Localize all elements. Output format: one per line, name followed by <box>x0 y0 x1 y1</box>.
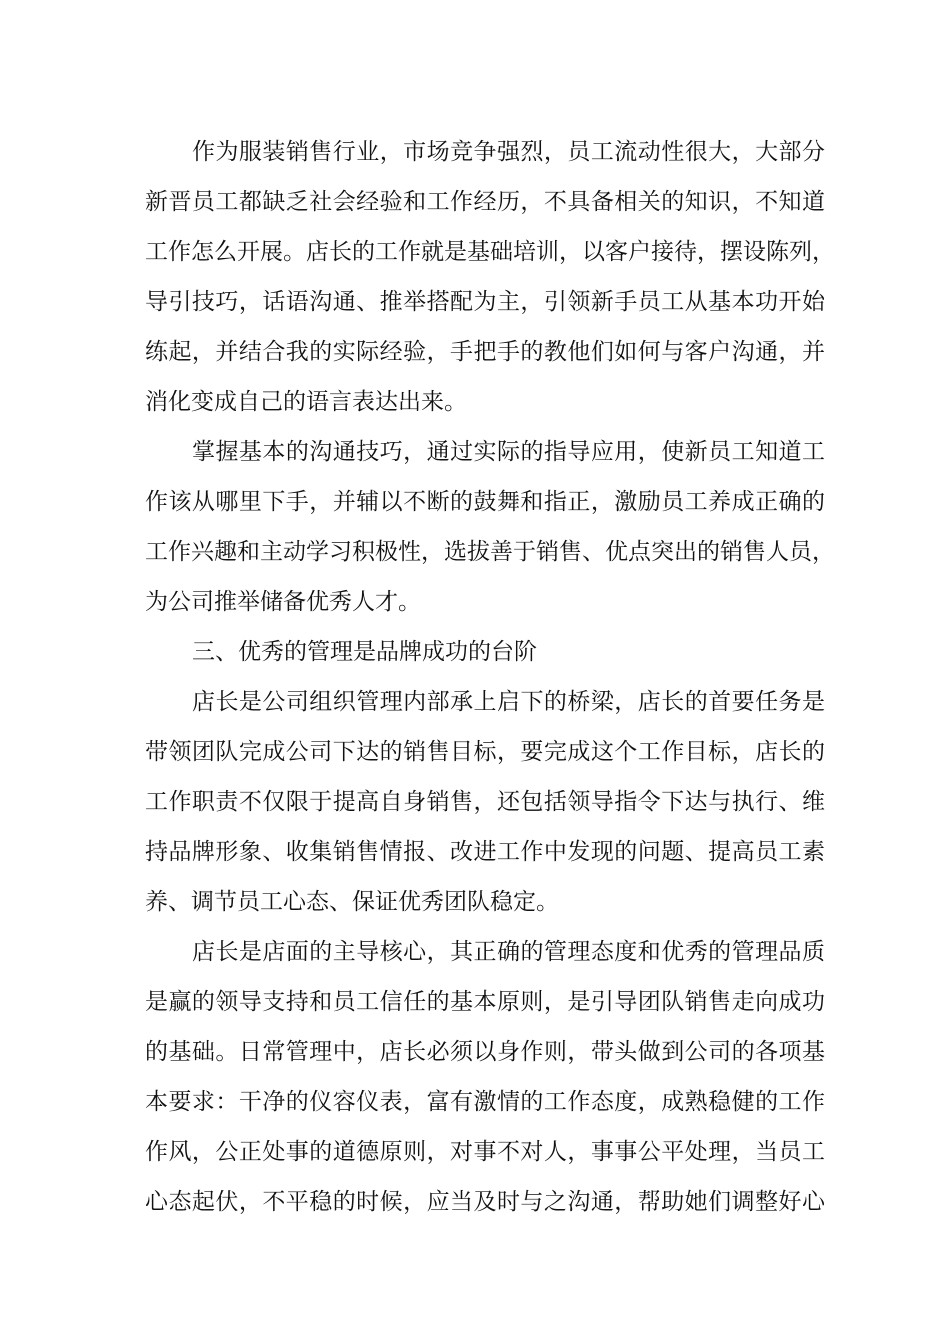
paragraph-2-line-3: 工作兴趣和主动学习积极性，选拔善于销售、优点突出的销售人员， <box>145 539 835 565</box>
paragraph-2-line-4: 为公司推举储备优秀人才。 <box>145 589 421 615</box>
paragraph-1-line-3: 工作怎么开展。店长的工作就是基础培训，以客户接待，摆设陈列， <box>145 239 835 265</box>
paragraph-4-line-2: 是赢的领导支持和员工信任的基本原则，是引导团队销售走向成功 <box>145 989 825 1015</box>
paragraph-4-line-1: 店长是店面的主导核心，其正确的管理态度和优秀的管理品质 <box>192 939 825 965</box>
paragraph-1-line-5: 练起，并结合我的实际经验，手把手的教他们如何与客户沟通，并 <box>145 339 825 365</box>
section-heading: 三、优秀的管理是品牌成功的台阶 <box>192 639 537 665</box>
paragraph-3-line-2: 带领团队完成公司下达的销售目标，要完成这个工作目标，店长的 <box>145 739 825 765</box>
paragraph-3-line-1: 店长是公司组织管理内部承上启下的桥梁，店长的首要任务是 <box>192 689 825 715</box>
paragraph-1-line-1: 作为服装销售行业，市场竞争强烈，员工流动性很大，大部分 <box>192 139 825 165</box>
paragraph-1-line-4: 导引技巧，话语沟通、推举搭配为主，引领新手员工从基本功开始 <box>145 289 825 315</box>
paragraph-1-line-6: 消化变成自己的语言表达出来。 <box>145 389 467 415</box>
paragraph-2-line-2: 作该从哪里下手，并辅以不断的鼓舞和指正，激励员工养成正确的 <box>145 489 825 515</box>
paragraph-4-line-6: 心态起伏，不平稳的时候，应当及时与之沟通，帮助她们调整好心 <box>145 1189 825 1215</box>
paragraph-1-line-2: 新晋员工都缺乏社会经验和工作经历，不具备相关的知识，不知道 <box>145 189 825 215</box>
paragraph-4-line-3: 的基础。日常管理中，店长必须以身作则，带头做到公司的各项基 <box>145 1039 825 1065</box>
paragraph-3-line-5: 养、调节员工心态、保证优秀团队稳定。 <box>145 889 559 915</box>
paragraph-3-line-3: 工作职责不仅限于提高自身销售，还包括领导指令下达与执行、维 <box>145 789 825 815</box>
paragraph-2-line-1: 掌握基本的沟通技巧，通过实际的指导应用，使新员工知道工 <box>192 439 825 465</box>
paragraph-4-line-5: 作风，公正处事的道德原则，对事不对人，事事公平处理，当员工 <box>145 1139 825 1165</box>
paragraph-3-line-4: 持品牌形象、收集销售情报、改进工作中发现的问题、提高员工素 <box>145 839 825 865</box>
paragraph-4-line-4: 本要求：干净的仪容仪表，富有激情的工作态度，成熟稳健的工作 <box>145 1089 825 1115</box>
